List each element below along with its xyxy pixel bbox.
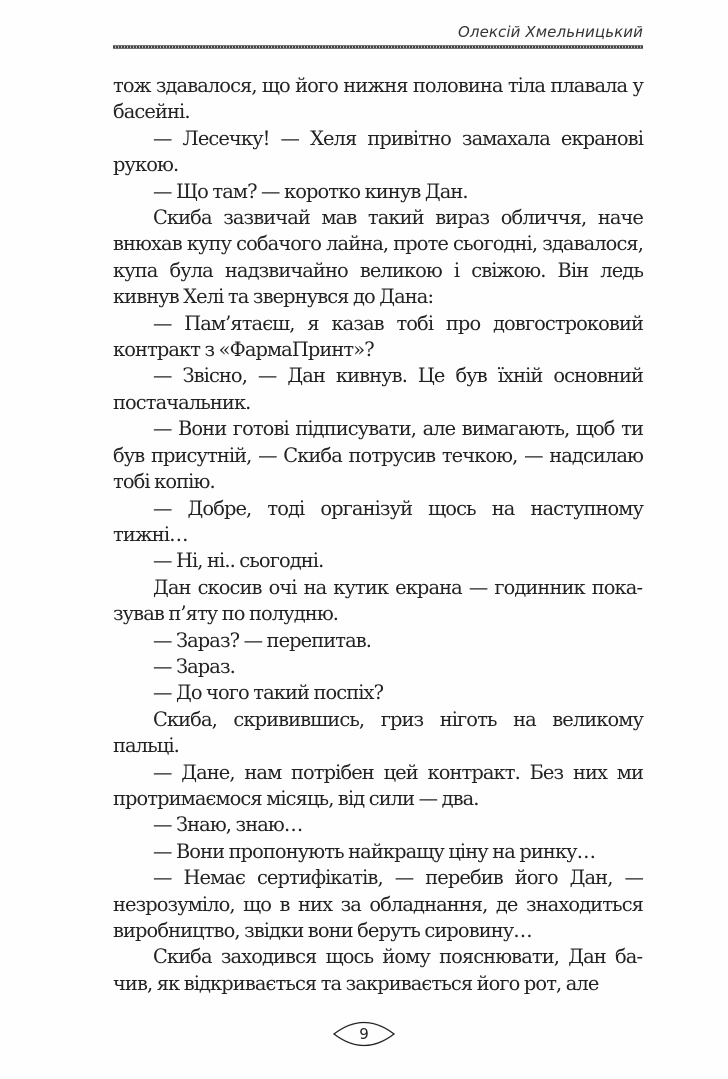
paragraph: — Немає сертифікатів, — перебив його Дан, — незрозуміло, що в них за обладнання, де знаходиться виробництво, звідки вони беруть сировину…: [113, 866, 643, 942]
paragraph: — Знаю, знаю…: [153, 813, 303, 837]
running-head-author: Олексій Хмельницький: [457, 23, 643, 41]
paragraph: — Добре, тоді організуй щось на наступному тижні…: [113, 496, 643, 546]
page-number-badge: [332, 1019, 396, 1049]
paragraph: — Вони готові підписувати, але вимагають, щоб ти був присутній, — Скиба потрусив течкою, — надсилаю тобі копію.: [113, 417, 643, 494]
paragraph: Скиба зазвичай мав такий вираз обличчя, наче внюхав купу собачого лайна, проте сьогодні, здавалося, купа була надзвичайно великою і свіжою. Він ледь кивнув Хелі та звернувся до Дана:: [113, 206, 643, 309]
page-header: [113, 22, 643, 49]
paragraph: — Ні, ні.. сьогодні.: [153, 549, 324, 573]
paragraph: Скиба, скривившись, гриз ніготь на великому пальці.: [113, 707, 643, 758]
paragraph: — Дане, нам потрібен цей контракт. Без них ми протримаємося місяць, від сили — два.: [113, 760, 643, 810]
paragraph: Дан скосив очі на кутик екрана — годинник показував п’яту по полудню.: [113, 575, 643, 626]
paragraph: — Що там? — коротко кинув Дан.: [153, 179, 468, 203]
paragraph: — Вони пропонують найкращу ціну на ринку…: [153, 839, 596, 863]
paragraph: — Зараз.: [153, 654, 235, 678]
paragraph: Скиба заходився щось йому пояснювати, Дан бачив, як відкривається та закривається його рот, але: [113, 945, 643, 995]
header-decorative-rule: [113, 45, 643, 49]
body-text: [113, 73, 643, 997]
paragraph: — Пам’ятаєш, я казав тобі про довгостроковий контракт з «ФармаПринт»?: [113, 311, 643, 362]
page-number: 9: [359, 1025, 369, 1044]
paragraph: — Звісно, — Дан кивнув. Це був їхній основний постачальник.: [113, 364, 643, 414]
paragraph: — До чого такий поспіх?: [153, 681, 384, 705]
paragraph: — Зараз? — перепитав.: [153, 628, 372, 652]
paragraph: тож здавалося, що його нижня половина тіла плавала у басейні.: [113, 74, 643, 124]
paragraph: — Лесечку! — Хеля привітно замахала екранові рукою.: [113, 126, 643, 177]
